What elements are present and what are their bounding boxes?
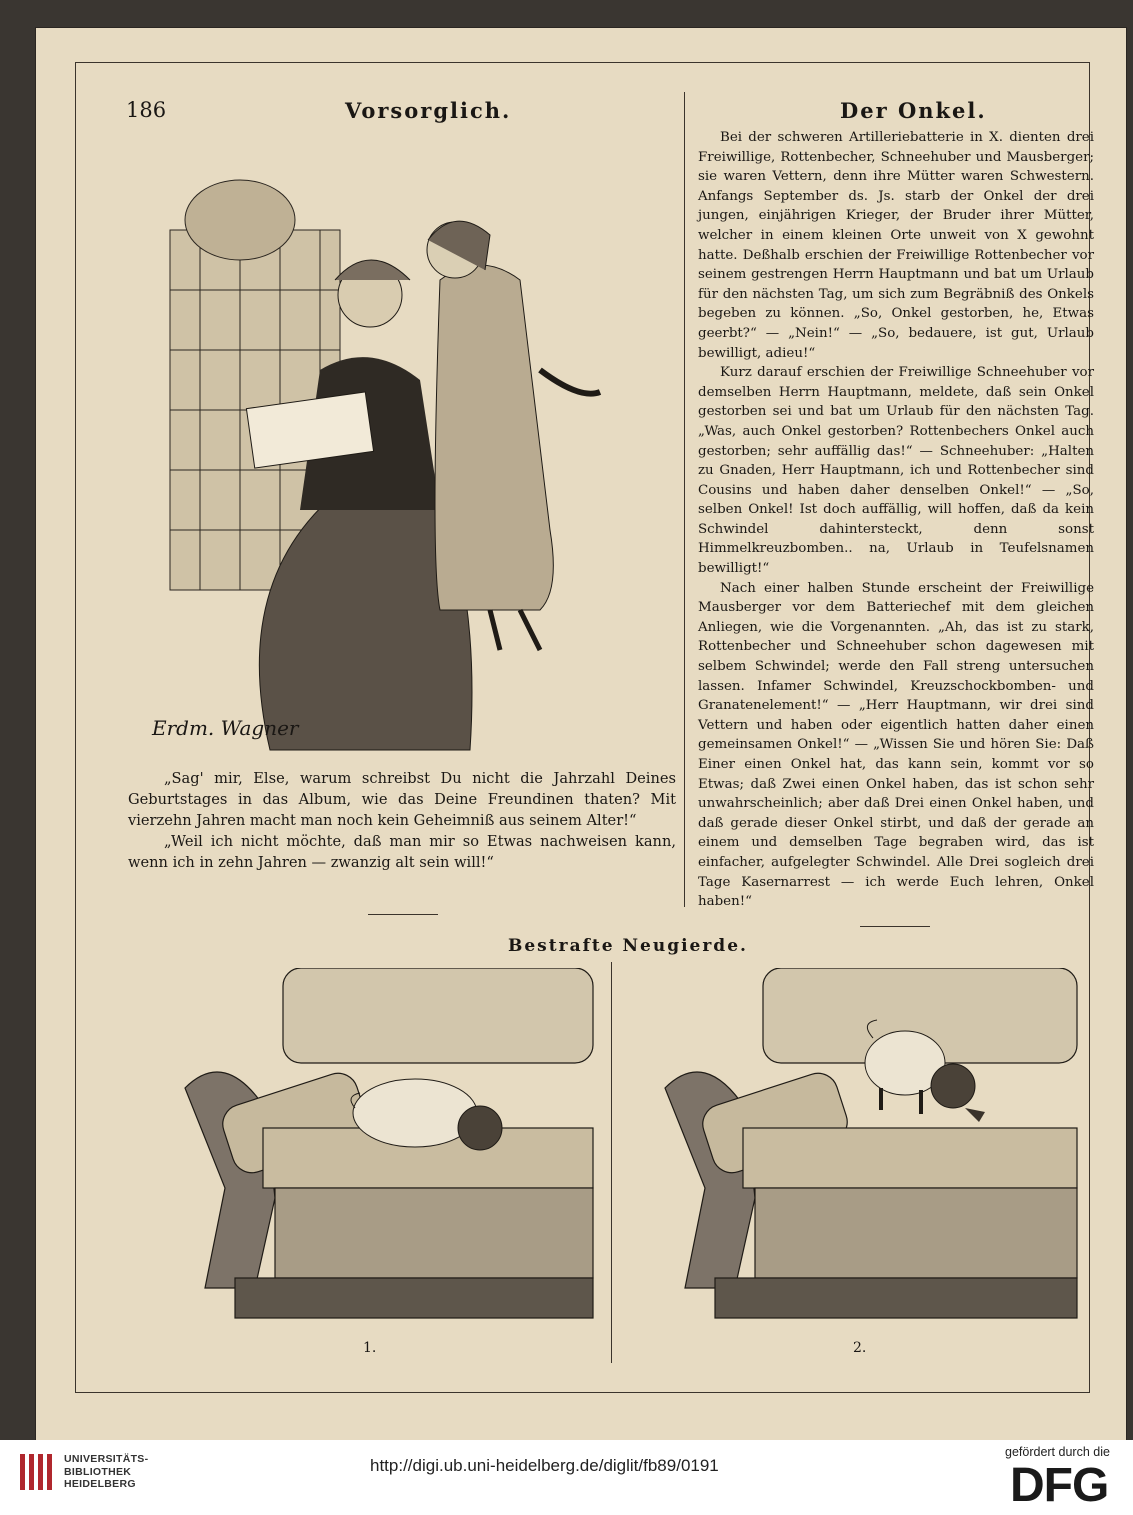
illustration-caption: [128, 768, 676, 873]
story-der-onkel: [698, 128, 1094, 912]
figure-2-sofa-awake-pug: [645, 968, 1087, 1336]
separator-rule: [860, 926, 930, 927]
band-title: Bestrafte Neugierde.: [508, 936, 748, 956]
caption-paragraph: „Sag' mir, Else, warum schreibst Du nicht die Jahrzahl Deines Geburtstages in das Album, wie das Deine Freundinen thaten? Mit vierzehn Jahren macht man noch kein Geheimniß aus seinem Alter!“: [128, 770, 676, 829]
right-title: Der Onkel.: [840, 98, 987, 123]
figure-number: 2.: [853, 1340, 867, 1356]
dfg-logo-icon: DFG: [1010, 1459, 1109, 1512]
story-paragraph: Nach einer halben Stunde erscheint der Freiwillige Mausberger vor dem Batteriechef mit dem gleichen Anliegen, wie die Vorgenannten. „Ah, das ist zu stark, Rottenbecher und Schneehuber schon dagewesen mit selbem Schwindel; werde den Fall streng untersuchen lassen. Infamer Schwindel, Kreuzschockbomben- und Granatenelement!“ — „Herr Hauptmann, wir drei sind Vettern und haben oder eigentlich hatten daher einen gemeinsamen Onkel!“ — „Wissen Sie und hören Sie: Daß Einer einen Onkel hat, das kann sein, kommt vor so Etwas; daß Zwei einen Onkel haben, das ist schon sehr unwahrscheinlich; aber daß Drei einen Onkel haben, und daß gerade dieser Onkel stirbt, und daß der gerade an einem und demselben Tage begraben wird, das ist einfacher, aufgelegter Schwindel. Alle Drei sogleich drei Tage Kasernarrest — ich werde Euch lehren, Onkel haben!“: [698, 580, 1094, 910]
figure-divider: [611, 962, 612, 1363]
artist-signature: Erdm. Wagner: [152, 716, 299, 740]
illustration-two-women: [140, 130, 680, 758]
permalink-url[interactable]: http://digi.ub.uni-heidelberg.de/diglit/fb89/0191: [370, 1456, 719, 1475]
footer-bar: [0, 1440, 1133, 1515]
figure-1-sofa-sleeping-pug: [165, 968, 603, 1336]
ub-heidelberg-logo-icon: [14, 1450, 58, 1494]
ub-line: UNIVERSITÄTS-: [64, 1453, 149, 1465]
page-number: 186: [126, 98, 167, 122]
caption-paragraph: „Weil ich nicht möchte, daß man mir so Etwas nachweisen kann, wenn ich in zehn Jahren — zwanzig alt sein will!“: [128, 833, 676, 871]
story-paragraph: Bei der schweren Artilleriebatterie in X. dienten drei Freiwillige, Rottenbecher, Schneehuber und Mausberger; sie waren Vettern, denn ihre Mütter waren Schwestern. Anfangs September ds. Js. starb der Onkel der drei jungen, einjährigen Krieger, der Bruder ihrer Mütter, welcher in einem kleinen Orte unweit von X gewohnt hatte. Deßhalb erschien der Freiwillige Rottenbecher vor seinem gestrengen Herrn Hauptmann und bat um Urlaub für den nächsten Tag, um sich zum Begräbniß des Onkels begeben zu können. „So, Onkel gestorben, he, Etwas geerbt?“ — „Nein!“ — „So, bedauere, ist gut, Urlaub bewilligt, adieu!“: [698, 130, 1094, 361]
ub-line: HEIDELBERG: [64, 1478, 136, 1490]
figure-number: 1.: [363, 1340, 377, 1356]
separator-rule: [368, 914, 438, 915]
ub-line: BIBLIOTHEK: [64, 1465, 132, 1478]
dfg-caption: gefördert durch die: [1005, 1445, 1110, 1459]
column-divider: [684, 92, 685, 907]
story-paragraph: Kurz darauf erschien der Freiwillige Schneehuber vor demselben Herrn Hauptmann, meldete, daß sein Onkel gestorben sei und bat um Urlaub für den nächsten Tag. „Was, auch Onkel gestorben? Rottenbechers Onkel auch gestorben; sehr auffällig das!“ — Schneehuber: „Halten zu Gnaden, Herr Hauptmann, ich und Rottenbecher sind Cousins und haben daher denselben Onkel!“ — „So, selben Onkel! Ist doch auffällig, will hoffen, daß da kein Schwindel dahintersteckt, denn sonst Himmelkreuzbomben.. na, Urlaub in Teufelsnamen bewilligt!“: [698, 365, 1094, 577]
ub-heidelberg-wordmark: [64, 1453, 148, 1491]
left-title: Vorsorglich.: [345, 98, 512, 123]
